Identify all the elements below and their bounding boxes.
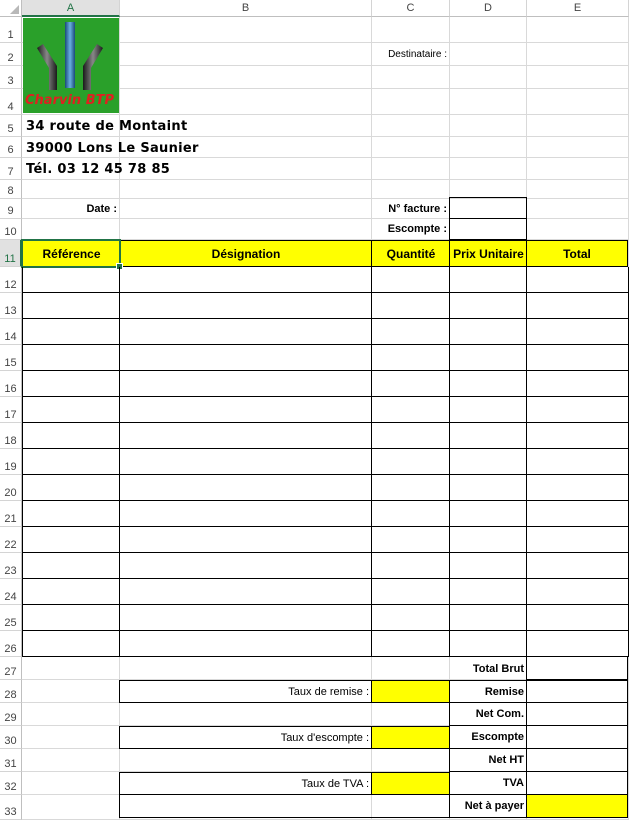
tva-value[interactable] (526, 772, 628, 795)
row-header[interactable]: 26 (0, 631, 22, 657)
remise-label: Remise (449, 680, 527, 703)
destinataire-label: Destinataire : (388, 49, 447, 60)
row-header[interactable]: 15 (0, 345, 22, 371)
logo-text: Charvin BTP (25, 93, 114, 108)
item-cell[interactable] (371, 631, 450, 657)
item-cell[interactable] (371, 527, 450, 553)
item-cell[interactable] (449, 293, 527, 319)
item-cell[interactable] (119, 397, 372, 423)
item-cell[interactable] (22, 423, 120, 449)
item-cell[interactable] (119, 267, 372, 293)
item-cell[interactable] (371, 449, 450, 475)
row-header[interactable]: 7 (0, 158, 22, 180)
item-cell[interactable] (526, 605, 629, 631)
row-header[interactable]: 12 (0, 267, 22, 293)
item-cell[interactable] (449, 371, 527, 397)
column-header-e[interactable]: E (527, 0, 629, 17)
item-cell[interactable] (449, 553, 527, 579)
address-line1: 34 route de Montaint (26, 119, 188, 134)
taux-remise-label: Taux de remise : (288, 685, 369, 698)
item-cell[interactable] (22, 605, 120, 631)
item-cell[interactable] (371, 605, 450, 631)
item-cell[interactable] (119, 293, 372, 319)
row-header[interactable]: 13 (0, 293, 22, 319)
row-header[interactable]: 27 (0, 657, 22, 680)
item-cell[interactable] (371, 553, 450, 579)
item-cell[interactable] (119, 319, 372, 345)
taux-escompte-label: Taux d'escompte : (280, 731, 369, 744)
item-cell[interactable] (119, 371, 372, 397)
item-cell[interactable] (526, 423, 629, 449)
row-header[interactable]: 24 (0, 579, 22, 605)
header-designation: Désignation (119, 240, 372, 267)
company-logo (23, 18, 119, 113)
item-cell[interactable] (22, 345, 120, 371)
item-cell[interactable] (449, 501, 527, 527)
item-cell[interactable] (22, 553, 120, 579)
column-header-c[interactable]: C (372, 0, 450, 17)
item-cell[interactable] (22, 579, 120, 605)
row-header[interactable]: 28 (0, 680, 22, 703)
item-cell[interactable] (526, 579, 629, 605)
active-cell-selection[interactable] (21, 239, 121, 268)
row-header[interactable]: 14 (0, 319, 22, 345)
escompte-total-label: Escompte (449, 726, 527, 749)
row-header[interactable]: 23 (0, 553, 22, 579)
row-header[interactable]: 11 (0, 240, 22, 267)
item-cell[interactable] (119, 631, 372, 657)
net-com-value[interactable] (526, 703, 628, 726)
row-header[interactable]: 8 (0, 180, 22, 199)
invoice-number-input[interactable] (449, 197, 527, 219)
item-cell[interactable] (449, 527, 527, 553)
row-header[interactable]: 22 (0, 527, 22, 553)
item-cell[interactable] (526, 475, 629, 501)
item-cell[interactable] (371, 293, 450, 319)
item-cell[interactable] (449, 397, 527, 423)
item-cell[interactable] (371, 267, 450, 293)
select-all-corner[interactable] (0, 0, 22, 17)
row-header[interactable]: 16 (0, 371, 22, 397)
item-cell[interactable] (22, 397, 120, 423)
taux-tva-input[interactable] (371, 772, 450, 795)
item-cell[interactable] (526, 319, 629, 345)
net-ht-value[interactable] (526, 749, 628, 772)
invoice-number-label: N° facture : (388, 203, 447, 215)
row-header[interactable]: 5 (0, 115, 22, 137)
item-cell[interactable] (526, 527, 629, 553)
net-ht-label: Net HT (449, 749, 527, 772)
item-cell[interactable] (449, 267, 527, 293)
tva-label: TVA (449, 772, 527, 795)
row-header[interactable]: 33 (0, 795, 22, 820)
row-header[interactable]: 6 (0, 137, 22, 158)
header-reference: Référence (22, 240, 120, 267)
item-cell[interactable] (371, 423, 450, 449)
item-cell[interactable] (119, 605, 372, 631)
row-header[interactable]: 21 (0, 501, 22, 527)
item-cell[interactable] (526, 397, 629, 423)
row-header[interactable]: 29 (0, 703, 22, 726)
item-cell[interactable] (22, 319, 120, 345)
item-cell[interactable] (526, 293, 629, 319)
row-header[interactable]: 25 (0, 605, 22, 631)
item-cell[interactable] (371, 579, 450, 605)
item-cell[interactable] (449, 449, 527, 475)
item-cell[interactable] (119, 553, 372, 579)
item-cell[interactable] (371, 475, 450, 501)
item-cell[interactable] (526, 345, 629, 371)
column-header-b[interactable]: B (120, 0, 372, 17)
taux-tva-label: Taux de TVA : (301, 777, 369, 790)
total-brut-value[interactable] (526, 657, 628, 680)
row-header[interactable]: 2 (0, 43, 22, 66)
item-cell[interactable] (449, 605, 527, 631)
item-cell[interactable] (371, 345, 450, 371)
row-header[interactable]: 9 (0, 199, 22, 219)
escompte-total-value[interactable] (526, 726, 628, 749)
item-cell[interactable] (22, 449, 120, 475)
item-cell[interactable] (22, 475, 120, 501)
item-cell[interactable] (119, 527, 372, 553)
item-cell[interactable] (526, 449, 629, 475)
item-cell[interactable] (119, 475, 372, 501)
escompte-label: Escompte : (387, 223, 447, 235)
row-header[interactable]: 18 (0, 423, 22, 449)
item-cell[interactable] (22, 631, 120, 657)
item-cell[interactable] (449, 579, 527, 605)
item-cell[interactable] (449, 475, 527, 501)
header-total: Total (526, 240, 628, 267)
item-cell[interactable] (526, 631, 629, 657)
row-header[interactable]: 30 (0, 726, 22, 749)
escompte-input[interactable] (449, 219, 527, 240)
item-cell[interactable] (449, 423, 527, 449)
item-cell[interactable] (526, 371, 629, 397)
item-cell[interactable] (449, 345, 527, 371)
item-cell[interactable] (371, 371, 450, 397)
row-header[interactable]: 17 (0, 397, 22, 423)
item-cell[interactable] (119, 449, 372, 475)
phone-line: Tél. 03 12 45 78 85 (26, 161, 171, 177)
item-cell[interactable] (22, 527, 120, 553)
item-cell[interactable] (371, 397, 450, 423)
remise-value[interactable] (526, 680, 628, 703)
item-cell[interactable] (119, 423, 372, 449)
bottom-empty-row (119, 795, 450, 818)
column-header-d[interactable]: D (450, 0, 527, 17)
row-header[interactable]: 1 (0, 17, 22, 43)
item-cell[interactable] (449, 319, 527, 345)
taux-escompte-input[interactable] (371, 726, 450, 749)
header-prix-unitaire: Prix Unitaire (449, 240, 527, 267)
taux-remise-input[interactable] (371, 680, 450, 703)
header-quantite: Quantité (371, 240, 450, 267)
item-cell[interactable] (526, 553, 629, 579)
item-cell[interactable] (22, 371, 120, 397)
row-header[interactable]: 20 (0, 475, 22, 501)
row-header[interactable]: 3 (0, 66, 22, 89)
net-a-payer-value[interactable] (526, 795, 628, 818)
total-brut-label: Total Brut (472, 662, 524, 675)
row-header[interactable]: 32 (0, 772, 22, 795)
address-line2: 39000 Lons Le Saunier (26, 140, 199, 156)
row-header[interactable]: 19 (0, 449, 22, 475)
item-cell[interactable] (526, 267, 629, 293)
row-header[interactable]: 10 (0, 219, 22, 240)
column-header-a[interactable]: A (22, 0, 120, 17)
item-cell[interactable] (22, 501, 120, 527)
row-header[interactable]: 4 (0, 89, 22, 115)
item-cell[interactable] (119, 579, 372, 605)
item-cell[interactable] (526, 501, 629, 527)
net-a-payer-label: Net à payer (449, 795, 527, 818)
item-cell[interactable] (371, 319, 450, 345)
item-cell[interactable] (22, 267, 120, 293)
date-label: Date : (86, 203, 117, 215)
item-cell[interactable] (119, 345, 372, 371)
item-cell[interactable] (449, 631, 527, 657)
net-com-label: Net Com. (449, 703, 527, 726)
item-cell[interactable] (371, 501, 450, 527)
item-cell[interactable] (22, 293, 120, 319)
row-header[interactable]: 31 (0, 749, 22, 772)
item-cell[interactable] (119, 501, 372, 527)
